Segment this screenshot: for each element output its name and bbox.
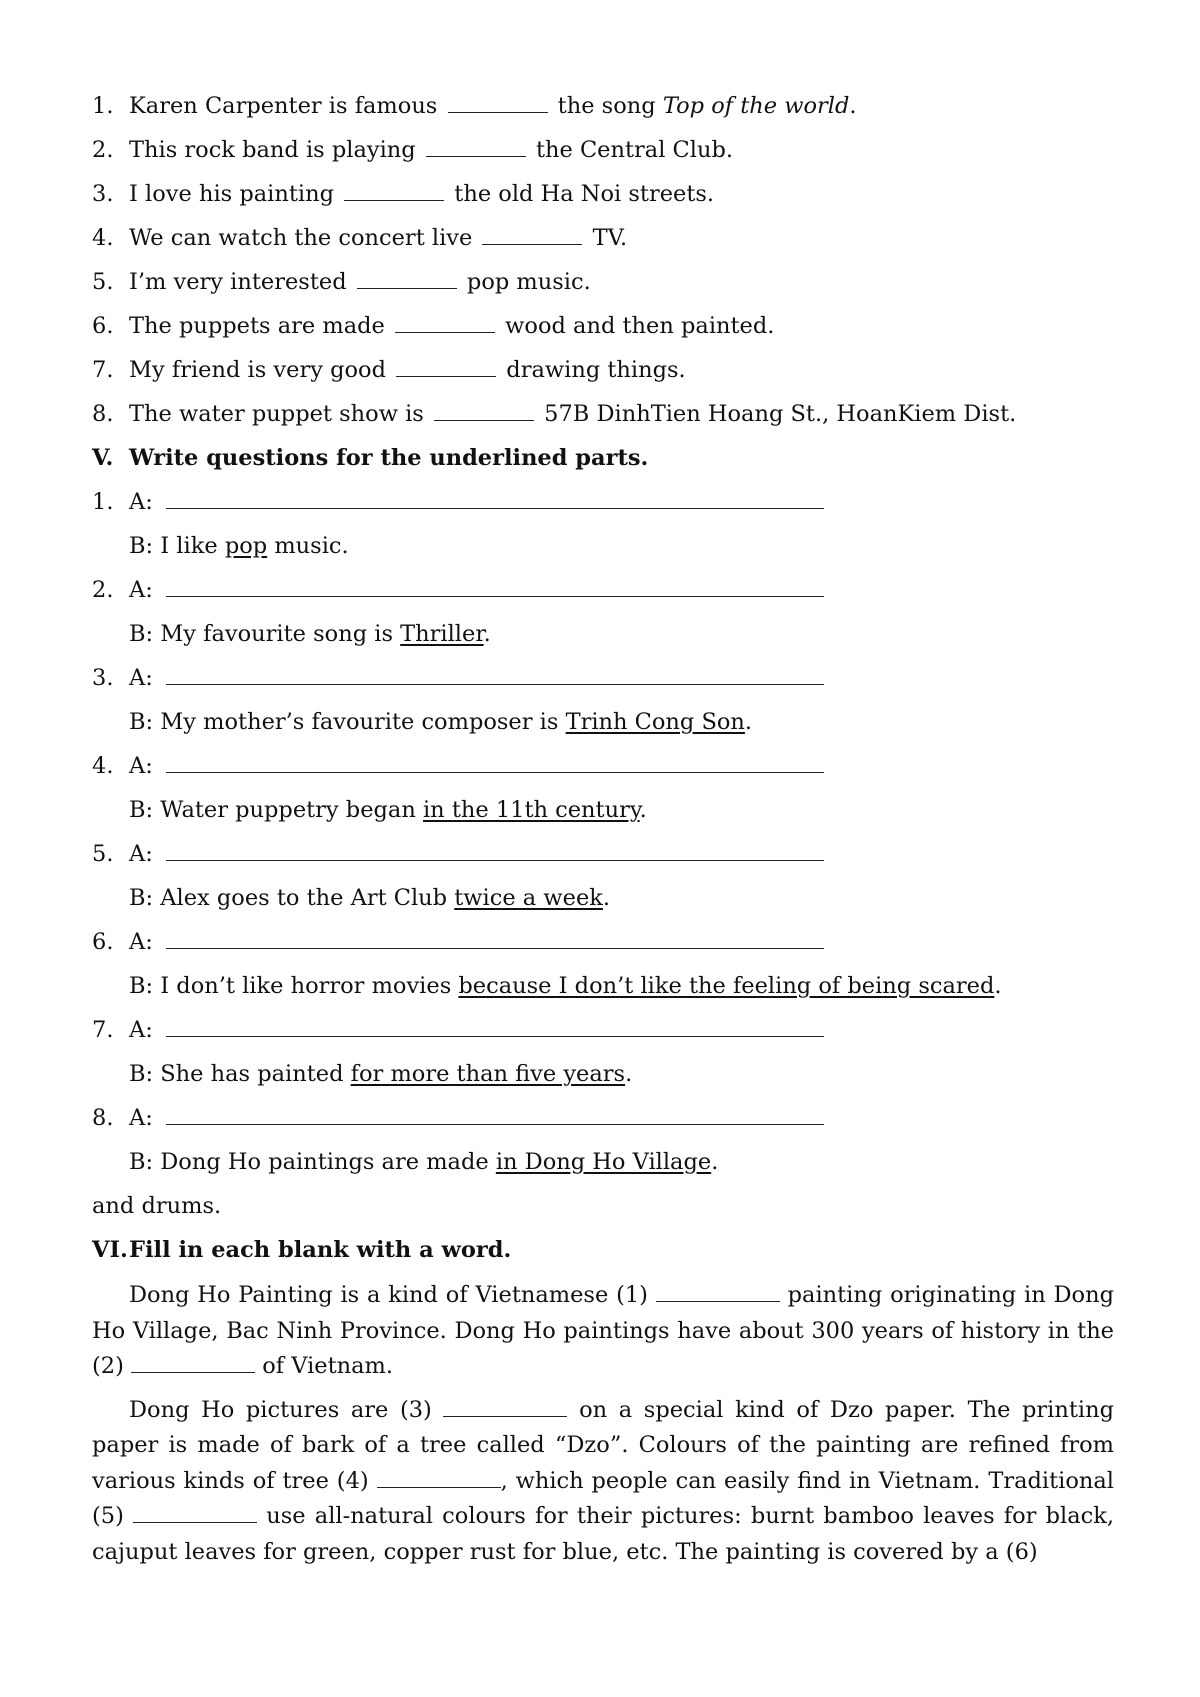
underlined-part: because I don’t like the feeling of being scared <box>458 973 995 999</box>
speaker-a-label: A: <box>129 1017 153 1043</box>
item-text-before: My friend is very good <box>129 357 386 383</box>
item-number: 3. <box>92 181 114 207</box>
answer-text: B: My favourite song is <box>129 621 401 647</box>
question-a-line <box>92 1096 1114 1140</box>
paragraph-text: painting originating in Dong Ho Village, Bac Ninh Province. Dong Ho paintings have about 300 years of history in the (2) <box>92 1282 1115 1379</box>
answer-tail: . <box>483 621 491 647</box>
item-text-after: the old Ha Noi streets. <box>454 181 715 207</box>
question-blank[interactable] <box>166 666 824 685</box>
answer-text: B: I like <box>129 533 225 559</box>
question-blank[interactable] <box>166 930 824 949</box>
song-title: Top of the world <box>662 93 850 119</box>
item-number: 2. <box>92 577 114 603</box>
reading-paragraph-2 <box>92 1393 1114 1571</box>
gap-blank-2[interactable] <box>131 1358 255 1373</box>
item-number: 5. <box>92 841 114 867</box>
answer-b-line <box>92 524 1114 568</box>
item-text-after: 57B DinhTien Hoang St., HoanKiem Dist. <box>544 401 1017 427</box>
paragraph-text: , which people can easily find in Vietnam. Traditional (5) <box>92 1467 1114 1529</box>
list-item <box>92 260 1114 304</box>
list-item <box>92 304 1114 348</box>
section-vi-heading <box>92 1228 1114 1272</box>
answer-blank[interactable] <box>344 186 444 201</box>
question-blank[interactable] <box>166 754 824 773</box>
item-text-before: We can watch the concert live <box>129 225 473 251</box>
section-title: Fill in each blank with a word. <box>129 1237 512 1263</box>
item-text-after: the Central Club. <box>535 137 734 163</box>
speaker-a-label: A: <box>129 577 153 603</box>
paragraph-text: Dong Ho Painting is a kind of Vietnamese (1) <box>129 1282 648 1308</box>
exercise-iv-list <box>92 84 1114 436</box>
question-a-line <box>92 744 1114 788</box>
underlined-part: in Dong Ho Village <box>495 1149 712 1175</box>
item-text-before: The water puppet show is <box>129 401 424 427</box>
question-blank[interactable] <box>166 1106 824 1125</box>
gap-blank-3[interactable] <box>443 1402 567 1417</box>
item-number: 4. <box>92 753 114 779</box>
answer-b-line <box>92 1052 1114 1096</box>
item-number: 5. <box>92 269 114 295</box>
item-text-before: This rock band is playing <box>129 137 416 163</box>
item-number: 2. <box>92 137 114 163</box>
section-title: Write questions for the underlined parts. <box>129 445 649 471</box>
question-a-line <box>92 568 1114 612</box>
item-number: 6. <box>92 929 114 955</box>
speaker-a-label: A: <box>129 665 153 691</box>
underlined-part: twice a week <box>454 885 603 911</box>
item-text-after: the song <box>557 93 656 119</box>
section-number: V. <box>92 445 114 471</box>
item-number: 7. <box>92 357 114 383</box>
paragraph-text: of Vietnam. <box>262 1353 394 1379</box>
gap-blank-1[interactable] <box>656 1287 780 1302</box>
answer-text: B: Alex goes to the Art Club <box>129 885 455 911</box>
answer-blank[interactable] <box>357 274 457 289</box>
item-text-after: pop music. <box>466 269 591 295</box>
answer-tail: . <box>744 709 753 735</box>
section-v-heading <box>92 436 1114 480</box>
item-text-after: drawing things. <box>506 357 686 383</box>
underlined-part: pop <box>224 533 268 559</box>
paragraph-text: Dong Ho pictures are (3) <box>129 1396 432 1423</box>
answer-blank[interactable] <box>396 362 496 377</box>
speaker-a-label: A: <box>129 929 153 955</box>
underlined-part: in the 11th century <box>422 797 640 823</box>
item-text-before: I love his painting <box>129 181 334 207</box>
answer-tail: . <box>639 797 647 823</box>
worksheet-page <box>92 84 1114 1570</box>
answer-tail: . <box>625 1061 633 1087</box>
underlined-part: for more than five years <box>350 1061 626 1087</box>
list-item <box>92 392 1114 436</box>
answer-blank[interactable] <box>482 230 582 245</box>
item-number: 1. <box>92 489 114 515</box>
list-item <box>92 216 1114 260</box>
question-a-line <box>92 832 1114 876</box>
answer-tail: . <box>602 885 611 911</box>
answer-b-line <box>92 612 1114 656</box>
item-number: 3. <box>92 665 114 691</box>
answer-text: B: Water puppetry began <box>129 797 423 823</box>
stray-text-line: and drums. <box>92 1193 222 1219</box>
speaker-a-label: A: <box>129 1105 153 1131</box>
question-a-line <box>92 1008 1114 1052</box>
item-text-tail: . <box>849 93 857 119</box>
list-item <box>92 172 1114 216</box>
answer-tail: music. <box>267 533 349 559</box>
answer-blank[interactable] <box>395 318 495 333</box>
item-number: 4. <box>92 225 114 251</box>
answer-b-line <box>92 700 1114 744</box>
answer-b-line <box>92 1140 1114 1184</box>
item-number: 8. <box>92 401 114 427</box>
item-number: 1. <box>92 93 114 119</box>
item-text-before: The puppets are made <box>129 313 385 339</box>
underlined-part: Trinh Cong Son <box>565 709 745 735</box>
question-blank[interactable] <box>166 578 824 597</box>
answer-blank[interactable] <box>434 406 534 421</box>
question-a-line <box>92 920 1114 964</box>
section-number: VI. <box>92 1237 128 1263</box>
speaker-a-label: A: <box>129 753 153 779</box>
speaker-a-label: A: <box>129 489 153 515</box>
question-blank[interactable] <box>166 1018 824 1037</box>
gap-blank-4[interactable] <box>377 1473 501 1488</box>
question-a-line <box>92 656 1114 700</box>
list-item <box>92 84 1114 128</box>
question-a-line <box>92 480 1114 524</box>
paragraph-text: use all-natural colours for their pictures: burnt bamboo leaves for black, cajuput leaves for green, copper rust for blue, etc. The painting is covered by a (6) <box>92 1503 1115 1565</box>
paragraph-text: on a special kind of Dzo paper. The printing paper is made of bark of a tree called “Dzo”. Colours of the painting are refined from various kinds of tree (4) <box>92 1396 1114 1494</box>
question-blank[interactable] <box>166 842 824 861</box>
underlined-part: Thriller <box>400 621 484 647</box>
exercise-v-list <box>92 480 1114 1184</box>
answer-b-line <box>92 876 1114 920</box>
item-number: 6. <box>92 313 114 339</box>
item-text-after: wood and then painted. <box>505 313 775 339</box>
item-text-before: Karen Carpenter is famous <box>129 93 438 119</box>
item-number: 7. <box>92 1017 114 1043</box>
item-text-before: I’m very interested <box>129 269 347 295</box>
list-item <box>92 348 1114 392</box>
reading-paragraph-1 <box>92 1278 1114 1385</box>
speaker-a-label: A: <box>129 841 153 867</box>
answer-text: B: My mother’s favourite composer is <box>129 709 566 735</box>
answer-tail: . <box>994 973 1002 999</box>
answer-b-line <box>92 964 1114 1008</box>
answer-b-line <box>92 788 1114 832</box>
answer-blank[interactable] <box>448 98 548 113</box>
answer-tail: . <box>711 1149 719 1175</box>
gap-blank-5[interactable] <box>133 1508 257 1523</box>
answer-text: B: She has painted <box>129 1061 351 1087</box>
item-text-after: TV. <box>592 225 628 251</box>
list-item <box>92 128 1114 172</box>
answer-text: B: Dong Ho paintings are made <box>129 1149 496 1175</box>
answer-blank[interactable] <box>426 142 526 157</box>
item-number: 8. <box>92 1105 114 1131</box>
question-blank[interactable] <box>166 490 824 509</box>
answer-text: B: I don’t like horror movies <box>129 973 459 999</box>
